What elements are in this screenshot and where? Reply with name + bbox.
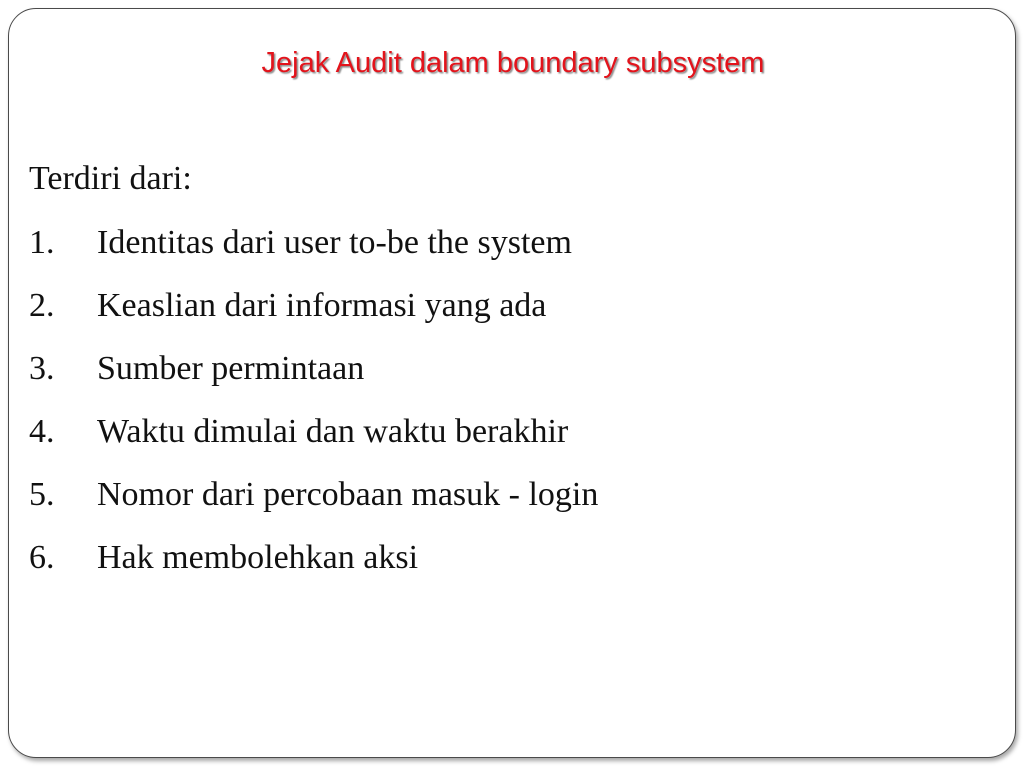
list-item-number: 2.: [29, 287, 55, 324]
list-item-text: Hak membolehkan aksi: [97, 539, 419, 576]
list-item-number: 1.: [29, 224, 55, 261]
list-item-number: 3.: [29, 350, 55, 387]
numbered-list: [29, 215, 989, 593]
list-item-text: Identitas dari user to-be the system: [97, 224, 572, 261]
slide-body: [29, 151, 989, 593]
list-item-number: 5.: [29, 476, 55, 513]
intro-text: Terdiri dari:: [29, 160, 192, 197]
slide-title: Jejak Audit dalam boundary subsystem: [261, 47, 765, 79]
list-item-text: Waktu dimulai dan waktu berakhir: [97, 413, 569, 450]
list-item: [29, 215, 989, 278]
list-item-text: Sumber permintaan: [97, 350, 365, 387]
list-item: [29, 530, 989, 593]
list-item: [29, 404, 989, 467]
list-item-number: 4.: [29, 413, 55, 450]
list-item: [29, 467, 989, 530]
list-item: [29, 341, 989, 404]
slide-frame: [8, 8, 1016, 758]
list-item-text: Nomor dari percobaan masuk - login: [97, 476, 599, 513]
list-item-text: Keaslian dari informasi yang ada: [97, 287, 547, 324]
list-item-number: 6.: [29, 539, 55, 576]
list-item: [29, 278, 989, 341]
